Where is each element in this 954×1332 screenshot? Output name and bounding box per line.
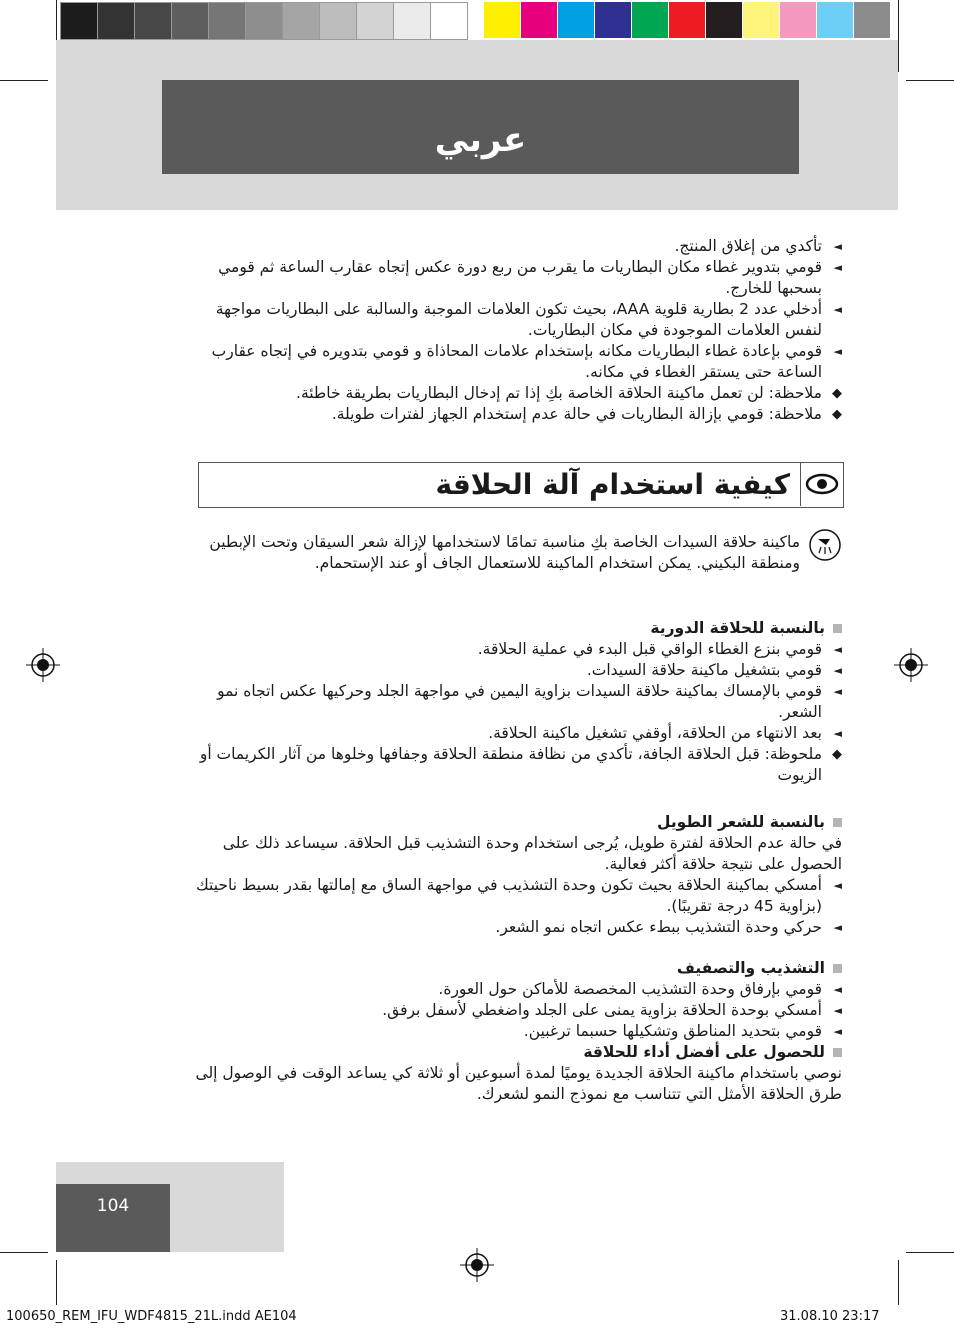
paragraph: نوصي باستخدام ماكينة الحلاقة الجديدة يوميًا لمدة أسبوعين أو ثلاثة كي يساعد الوقت في الوصول إلى طرق الحلاقة الأمثل التي تتناسب مع نموذج النمو لشعرك. — [195, 1064, 842, 1103]
note-item: ◆ ملاحظة: لن تعمل ماكينة الحلاقة الخاصة بكِ إذا تم إدخال البطاريات بطريقة خاطئة. — [296, 384, 842, 402]
gray-swatch — [134, 2, 172, 40]
list-item: ◄ قومي بتشغيل ماكينة حلاقة السيدات. — [586, 661, 842, 679]
crop-mark — [0, 80, 48, 81]
subheading: بالنسبة للشعر الطويل — [180, 812, 842, 833]
paragraph: في حالة عدم الحلاقة لفترة طويل، يُرجى استخدام وحدة التشذيب قبل الحلاقة. سيساعد ذلك على الحصول على نتيجة حلاقة أكثر فعالية. — [222, 834, 842, 873]
subheading: للحصول على أفضل أداء للحلاقة — [180, 1042, 842, 1063]
footer-date: 31.08.10 23:17 — [780, 1309, 880, 1324]
eye-icon — [801, 462, 843, 506]
gray-swatch — [208, 2, 246, 40]
shower-icon — [808, 528, 842, 562]
crop-mark — [898, 1260, 899, 1305]
registration-mark — [26, 648, 60, 682]
page-title: عربي — [434, 120, 527, 160]
color-swatch — [780, 2, 816, 38]
list-item: ◄ أدخلي عدد 2 بطارية قلوية AAA، بحيث تكون العلامات الموجبة والسالبة على البطاريات مواجهة لنفس العلامات الموجودة في مكان البطاريات. — [215, 300, 842, 339]
list-item: ◄ قومي بإرفاق وحدة التشذيب المخصصة للأماكن حول العورة. — [438, 980, 842, 998]
gray-swatch — [245, 2, 283, 40]
battery-instructions — [180, 236, 842, 425]
list-item: ◄ قومي بتدوير غطاء مكان البطاريات ما يقرب من ربع دورة عكس إتجاه عقارب الساعة ثم قومي بسحبها للخارج. — [218, 258, 842, 297]
registration-mark — [460, 1248, 494, 1282]
crop-mark — [898, 0, 899, 72]
gray-swatch — [97, 2, 135, 40]
note-item: ◆ ملاحظة: قومي بإزالة البطاريات في حالة عدم إستخدام الجهاز لفترات طويلة. — [331, 405, 842, 423]
crop-mark — [0, 1252, 48, 1253]
long-hair — [180, 812, 842, 938]
list-item: ◄ حركي وحدة التشذيب ببطء عكس اتجاه نمو الشعر. — [495, 918, 842, 936]
color-swatch — [854, 2, 890, 38]
crop-mark — [906, 1252, 954, 1253]
color-swatch — [484, 2, 520, 38]
color-swatch — [743, 2, 779, 38]
list-item: ◄ قومي بإعادة غطاء البطاريات مكانه بإستخدام علامات المحاذاة و قومي بتدويره في إتجاه عقارب الساعة حتى يستقر الغطاء في مكانه. — [211, 342, 842, 381]
gray-swatch — [60, 2, 98, 40]
color-swatch — [595, 2, 631, 38]
section-icon-cell — [800, 462, 843, 506]
list-item: ◄ قومي بنزع الغطاء الواقي قبل البدء في عملية الحلاقة. — [477, 640, 842, 658]
color-swatch — [817, 2, 853, 38]
list-item: ◄ أمسكي بماكينة الحلاقة بحيث تكون وحدة التشذيب في مواجهة الساق مع إمالتها بقدر بسيط ناحيتك (بزاوية 45 درجة تقريبًا). — [195, 876, 842, 915]
gray-swatch — [171, 2, 209, 40]
list-item: ◄ تأكدي من إغلاق المنتج. — [674, 237, 842, 255]
section-title: كيفية استخدام آلة الحلاقة — [435, 468, 790, 501]
subheading: بالنسبة للحلاقة الدورية — [180, 618, 842, 639]
list-item: ◄ أمسكي بوحدة الحلاقة بزاوية يمنى على الجلد واضغطي لأسفل برفق. — [382, 1001, 842, 1019]
color-swatch — [632, 2, 668, 38]
gray-swatch — [319, 2, 357, 40]
page-number: 104 — [96, 1196, 130, 1216]
footer-file: 100650_REM_IFU_WDF4815_21L.indd AE104 — [6, 1309, 297, 1324]
color-swatch — [669, 2, 705, 38]
color-swatch — [706, 2, 742, 38]
crop-mark — [906, 80, 954, 81]
gray-swatch — [282, 2, 320, 40]
section-intro: ماكينة حلاقة السيدات الخاصة بكِ مناسبة تمامًا لاستخدامها لإزالة شعر السيقان وتحت الإبطين ومنطقة البكيني. يمكن استخدام الماكينة للاستعمال الجاف أو عند الإستحمام. — [209, 533, 800, 572]
note-item: ◆ ملحوظة: قبل الحلاقة الجافة، تأكدي من نظافة منطقة الحلاقة وجفافها وخلوها من آثار الكريمات أو الزيوت — [199, 745, 842, 784]
gray-swatch — [430, 2, 468, 40]
color-swatch — [521, 2, 557, 38]
gray-swatch — [393, 2, 431, 40]
trimming — [180, 958, 842, 1105]
list-item: ◄ قومي بتحديد المناطق وتشكيلها حسبما ترغبين. — [523, 1022, 842, 1040]
list-item: ◄ بعد الانتهاء من الحلاقة، أوقفي تشغيل ماكينة الحلاقة. — [488, 724, 842, 742]
page-number-box — [56, 1184, 170, 1252]
subheading: التشذيب والتصفيف — [180, 958, 842, 979]
crop-mark — [56, 1260, 57, 1305]
regular-shaving — [180, 618, 842, 786]
registration-mark — [894, 648, 928, 682]
gray-swatch — [356, 2, 394, 40]
color-swatch — [558, 2, 594, 38]
list-item: ◄ قومي بالإمساك بماكينة حلاقة السيدات بزاوية اليمين في مواجهة الجلد وحركيها عكس اتجاه نمو الشعر. — [217, 682, 842, 721]
